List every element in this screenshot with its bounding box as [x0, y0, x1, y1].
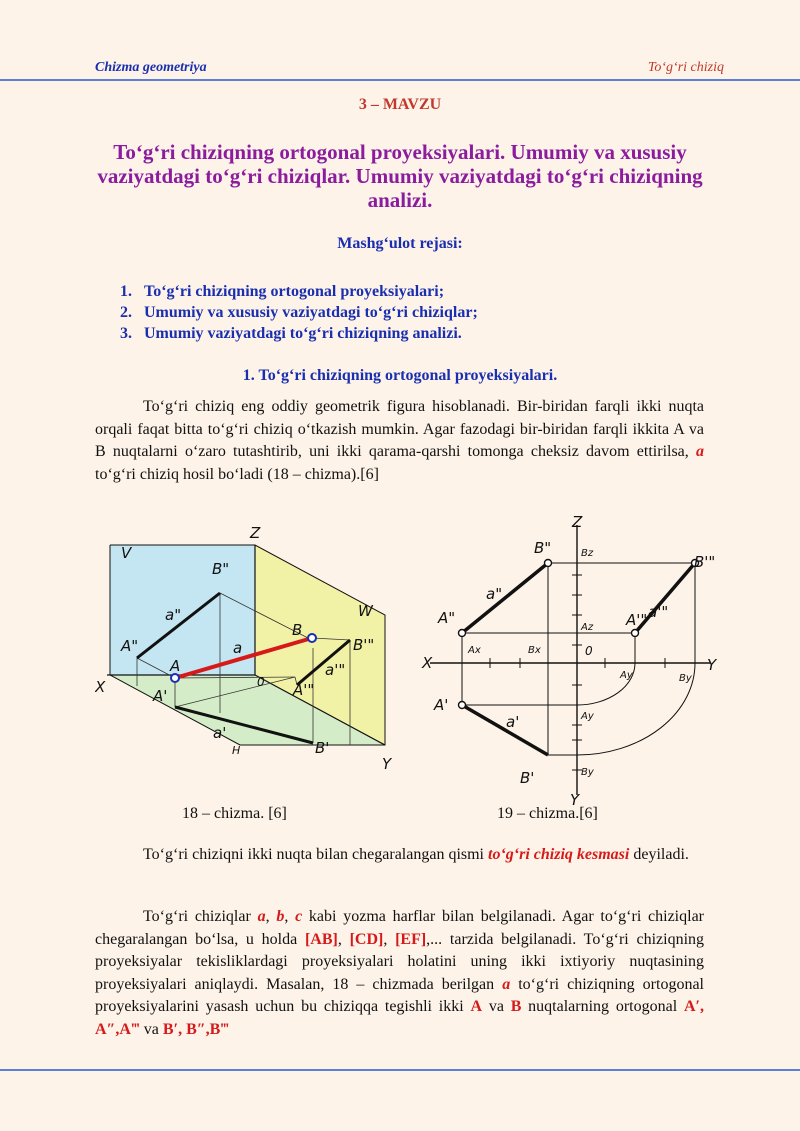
label-bz: Bz: [581, 548, 594, 559]
plan-heading: Mashg‘ulot rejasi:: [337, 235, 463, 252]
label-a3: A'": [626, 611, 648, 629]
label-ay-bottom: Ay: [581, 711, 594, 722]
label-b2: B": [534, 539, 552, 557]
label-z: Z: [250, 524, 261, 542]
plan-item: 2. Umumiy va xususiy vaziyatdagi to‘g‘ri chiziqlar;: [120, 304, 478, 321]
label-origin: 0: [257, 675, 265, 689]
header-divider: [0, 79, 800, 81]
label-a1: A': [434, 696, 449, 714]
point-a: [171, 674, 179, 682]
label-y-right: Y: [707, 656, 717, 674]
running-header: [95, 60, 724, 78]
point-b: [308, 634, 316, 642]
proj-a2: [462, 563, 548, 633]
label-line-a2: a": [165, 606, 182, 624]
label-line-a3: a'": [325, 661, 346, 679]
label-b1: B': [315, 739, 330, 757]
header-right: To‘g‘ri chiziq: [647, 60, 724, 75]
plan-item: 3. Umumiy vaziyatdagi to‘g‘ri chiziqning analizi.: [120, 325, 462, 342]
label-line-a1: a': [213, 724, 227, 742]
figure-18-diagram: [95, 520, 400, 770]
label-a3: A'": [293, 681, 315, 699]
section-heading: 1. To‘g‘ri chiziqning ortogonal proyeksiyalari.: [242, 367, 558, 384]
label-x: X: [95, 678, 106, 696]
label-a: A: [170, 657, 181, 675]
label-line-a3: a'": [648, 603, 669, 621]
label-b2: B": [212, 560, 230, 578]
label-b3: B'": [353, 636, 375, 654]
label-line-a1: a': [506, 713, 520, 731]
label-by-right: By: [679, 673, 692, 684]
label-z: Z: [572, 515, 583, 531]
figure-19-diagram: [420, 515, 720, 805]
label-by-bottom: By: [581, 767, 594, 778]
label-y-bottom: Y: [570, 791, 580, 805]
label-b3: B'": [694, 553, 716, 571]
label-line-a2: a": [486, 585, 503, 603]
label-b1: B': [520, 769, 535, 787]
footer-divider: [0, 1069, 800, 1071]
label-x: X: [422, 654, 433, 672]
paragraph-notation: To‘g‘ri chiziqlar a, b, c kabi yozma harflar bilan belgilanadi. Agar to‘g‘ri chiziqlar chegaralangan bo‘lsa, u holda [AB], [CD], [EF],... tarzida belgilanadi. To‘g‘ri chiziqning proyeksiyalar tekisliklardagi proyeksiyalari holatini uning ikki ixtiyoriy nuqtasining proyeksiyalari aniqlaydi. Masalan, 18 – chizmada berilgan a to‘g‘ri chiziqning ortogonal proyeksiyalarini yasash uchun bu chiziqqa tegishli ikki A va B nuqtalarning ortogonal A′, A″,A‴ va B′, B″,B‴: [95, 908, 705, 1038]
label-origin: 0: [585, 644, 593, 658]
figure-19-caption: 19 – chizma.[6]: [497, 805, 598, 822]
plan-item: 1. To‘g‘ri chiziqning ortogonal proyeksiyalari;: [120, 283, 445, 300]
label-h: H: [232, 744, 241, 757]
header-left: Chizma geometriya: [95, 60, 207, 75]
proj-a1: [462, 705, 548, 755]
paragraph-intro: To‘g‘ri chiziq eng oddiy geometrik figura hisoblanadi. Bir-biridan farqli ikki nuqta orqali faqat bitta to‘g‘ri chiziq o‘tkazish mumkin. Agar fazodagi bir-biridan farqli ikkita A va B nuqtalarni o‘zaro tutashtirib, uni ikki qarama-qarshi tomonga cheksiz davom ettirilsa, a to‘g‘ri chiziq hosil bo‘ladi (18 – chizma).[6]: [95, 398, 704, 483]
label-a2: A": [438, 609, 456, 627]
figure-18-caption: 18 – chizma. [6]: [182, 805, 287, 822]
label-ay-right: Ay: [620, 670, 633, 681]
label-y: Y: [382, 755, 392, 770]
label-w: W: [358, 602, 373, 620]
plan-list: [120, 281, 720, 344]
label-line-a: a: [233, 639, 243, 657]
paragraph-segment-definition: To‘g‘ri chiziqni ikki nuqta bilan chegaralangan qismi to‘g‘ri chiziq kesmasi deyiladi.: [143, 846, 689, 863]
label-ax: Ax: [468, 645, 481, 656]
label-az: Az: [581, 622, 594, 633]
label-bx: Bx: [528, 645, 541, 656]
page-title: To‘g‘ri chiziqning ortogonal proyeksiyalari. Umumiy va xususiy vaziyatdagi to‘g‘ri chiziqlar. Umumiy vaziyatdagi to‘g‘ri chiziqning analizi.: [97, 140, 703, 212]
topic-number: 3 – MAVZU: [358, 96, 442, 113]
label-a2: A": [121, 637, 139, 655]
label-b: B: [292, 621, 303, 639]
label-a1: A': [153, 687, 168, 705]
label-v: V: [121, 544, 132, 562]
